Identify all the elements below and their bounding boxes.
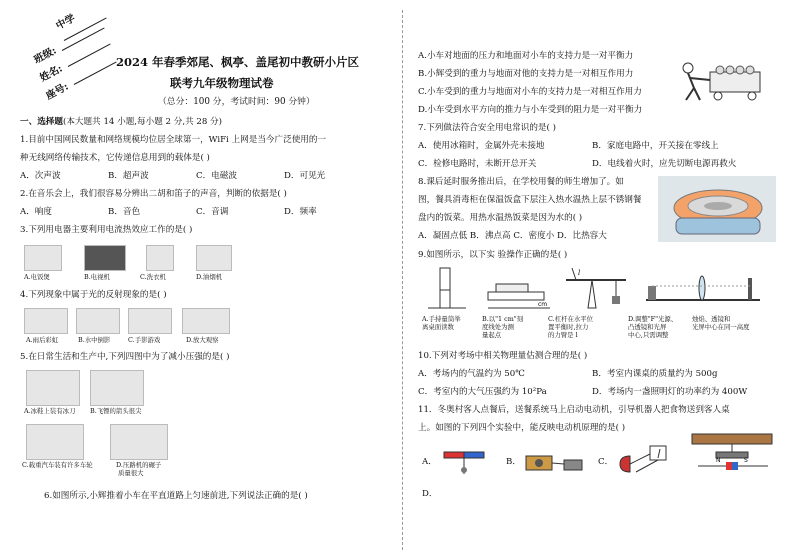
q9-caption-d-1: D.调整"F"光源、 bbox=[628, 315, 678, 323]
q8-options: A．凝固点低 B．沸点高 C．密度小 D．比热容大 bbox=[418, 231, 607, 241]
q9-caption-d-4: 烛焰、透镜和 bbox=[692, 315, 731, 323]
q4-caption-d: D.放大观察 bbox=[186, 336, 219, 344]
q9-caption-c-1: C.杠杆在水平位 bbox=[548, 315, 594, 323]
q6-option-c: C.小车受到的重力与地面对小车的支持力是一对相互作用力 bbox=[418, 87, 642, 97]
q9-caption-a-2: 离桌面读数 bbox=[422, 323, 454, 331]
seat-label: 座号: bbox=[44, 81, 71, 103]
television-image bbox=[84, 245, 126, 271]
q4-caption-a: A.雨后彩虹 bbox=[26, 336, 59, 344]
food-warmer-illustration bbox=[658, 176, 776, 242]
lab-operations-diagram bbox=[426, 266, 766, 312]
q5-stem: 5.在日常生活和生产中,下列四图中为了减小压强的是( ) bbox=[20, 352, 230, 362]
lever-arm-label: l bbox=[578, 269, 581, 277]
ruler-unit-label: cm bbox=[538, 301, 548, 308]
q3-caption-b: B.电视机 bbox=[84, 273, 110, 281]
truck-image bbox=[26, 424, 84, 460]
q10-option-a: A．考场内的气温约为 50℃ bbox=[418, 369, 525, 379]
galvanometer-apparatus bbox=[614, 444, 674, 478]
q1-stem-1: 1.目前中国网民数量和网络规模均位居全球第一，WiFi 上网是当今广泛使用的一 bbox=[20, 135, 327, 145]
q1-option-b: B．超声波 bbox=[108, 171, 149, 181]
q7-stem: 7.下列做法符合安全用电常识的是( ) bbox=[418, 123, 556, 133]
exam-title-line2: 联考九年级物理试卷 bbox=[170, 76, 274, 90]
q1-option-c: C．电磁波 bbox=[196, 171, 237, 181]
q4-caption-c: C.手影游戏 bbox=[128, 336, 161, 344]
q9-caption-c-2: 置平衡时,拉力 bbox=[548, 323, 589, 331]
q1-option-a: A．次声波 bbox=[20, 171, 61, 181]
q9-caption-b-2: 度线处为测 bbox=[482, 323, 514, 331]
q6-option-b: B.小辉受到的重力与地面对他的支持力是一对相互作用力 bbox=[418, 69, 634, 79]
q9-caption-d-2: 凸透镜和光屏 bbox=[628, 323, 667, 331]
q9-stem: 9.如图所示，以下实 验操作正确的是( ) bbox=[418, 250, 568, 260]
q5-caption-a: A.冰鞋上装有冰刀 bbox=[24, 407, 76, 415]
q9-caption-b-1: B.以"1 cm"刻 bbox=[482, 315, 524, 323]
q3-caption-a: A.电饭煲 bbox=[24, 273, 50, 281]
q1-stem-2: 种无线网络传输技术，它传递信息用到的载体是( ) bbox=[20, 153, 210, 163]
q8-stem-1: 8.课后延时服务推出后，在学校用餐的师生增加了。如 bbox=[418, 177, 624, 187]
push-cart-illustration bbox=[676, 60, 776, 102]
reflection-image bbox=[76, 308, 120, 334]
rice-cooker-image bbox=[24, 245, 62, 271]
motor-circuit-apparatus bbox=[522, 446, 588, 476]
q2-option-d: D．频率 bbox=[284, 207, 317, 217]
q11-option-d: D． bbox=[422, 489, 438, 499]
q8-stem-2: 图，餐具消毒柜在保温饭盒下层注入热水温热上层不锈钢餐 bbox=[418, 195, 642, 205]
q7-option-d: D．电线着火时，应先切断电源再救火 bbox=[592, 159, 737, 169]
q10-option-d: D．考场内一盏照明灯的功率约为 400W bbox=[592, 387, 748, 397]
magnifier-image bbox=[182, 308, 230, 334]
q1-option-d: D．可见光 bbox=[284, 171, 326, 181]
q2-option-a: A．响度 bbox=[20, 207, 52, 217]
exam-title-line1: 2024 年春季郊尾、枫亭、盖尾初中教研小片区 bbox=[116, 55, 360, 69]
name-underline bbox=[68, 44, 111, 67]
q11-stem-2: 上。如图的下列四个实验中，能反映电动机原理的是( ) bbox=[418, 423, 626, 433]
q10-stem: 10.下列对考场中相关物理量估测合理的是( ) bbox=[418, 351, 588, 361]
q2-option-c: C．音调 bbox=[196, 207, 229, 217]
q6-option-d: D.小车受到水平方向的推力与小车受到的阻力是一对平衡力 bbox=[418, 105, 643, 115]
q8-stem-3: 盘内的饭菜。用热水温热饭菜是因为水的( ) bbox=[418, 213, 583, 223]
q7-option-b: B．家庭电路中，开关接在零线上 bbox=[592, 141, 719, 151]
shadow-play-image bbox=[128, 308, 172, 334]
rainbow-image bbox=[24, 308, 68, 334]
seat-underline bbox=[74, 62, 117, 85]
q11-stem-1: 11．冬奥村客人点餐后，送餐系统马上启动电动机，引导机器人把食物送到客人桌 bbox=[418, 405, 730, 415]
q6-option-a: A.小车对地面的压力和地面对小车的支持力是一对平衡力 bbox=[418, 51, 634, 61]
q10-option-b: B．考室内课桌的质量约为 500g bbox=[592, 369, 718, 379]
ice-skate-image bbox=[26, 370, 80, 406]
q3-caption-c: C.洗衣机 bbox=[140, 273, 166, 281]
conductor-in-field-apparatus bbox=[688, 432, 778, 474]
q4-stem: 4.下列现象中属于光的反射现象的是( ) bbox=[20, 290, 167, 300]
q11-option-b: B． bbox=[506, 457, 521, 467]
q3-caption-d: D.油烟机 bbox=[196, 273, 223, 281]
q7-option-c: C．检修电路时，未断开总开关 bbox=[418, 159, 537, 169]
exam-meta: （总分：100 分，考试时间：90 分钟） bbox=[158, 97, 315, 107]
pole-n-label: N bbox=[716, 457, 721, 464]
q9-caption-b-3: 量起点 bbox=[482, 331, 502, 339]
range-hood-image bbox=[196, 245, 232, 271]
q9-caption-d-3: 中心,只需调整 bbox=[628, 331, 669, 339]
section1-heading: 一、选择题(本大题共 14 小题,每小题 2 分,共 28 分) bbox=[20, 117, 223, 127]
q7-option-a: A．使用冰箱时，金属外壳未接地 bbox=[418, 141, 545, 151]
q4-caption-b: B.水中倒影 bbox=[78, 336, 111, 344]
student-info-sidebar bbox=[4, 4, 104, 114]
q11-option-a: A． bbox=[422, 457, 437, 467]
q5-caption-c: C.载重汽车装有许多车轮 bbox=[22, 461, 93, 469]
name-label: 姓名: bbox=[38, 63, 65, 85]
q5-caption-d-2: 质量很大 bbox=[118, 469, 144, 477]
q2-stem: 2.在音乐会上，我们很容易分辨出二胡和笛子的声音，判断的依据是( ) bbox=[20, 189, 287, 199]
q9-caption-d-5: 光屏中心在同一高度 bbox=[692, 323, 750, 331]
q5-caption-b: B.飞镖的箭头很尖 bbox=[90, 407, 142, 415]
q2-option-b: B．音色 bbox=[108, 207, 141, 217]
q6-stem: 6.如图所示,小辉推着小车在平直道路上匀速前进,下列说法正确的是( ) bbox=[44, 491, 308, 501]
class-label: 班级: bbox=[32, 45, 59, 67]
pole-s-label: S bbox=[744, 457, 748, 464]
road-roller-image bbox=[110, 424, 168, 460]
column-divider bbox=[402, 10, 403, 550]
q11-option-c: C． bbox=[598, 457, 614, 467]
dart-image bbox=[90, 370, 144, 406]
q9-caption-c-3: 的力臂是 l bbox=[548, 331, 578, 339]
class-underline bbox=[62, 28, 105, 51]
school-label: 中学 bbox=[54, 13, 78, 33]
magnet-compass-apparatus bbox=[440, 448, 492, 476]
q9-caption-a-1: A.手持量筒举 bbox=[422, 315, 461, 323]
q10-option-c: C．考室内的大气压强约为 10²Pa bbox=[418, 387, 547, 397]
q3-stem: 3.下列用电器主要利用电流热效应工作的是( ) bbox=[20, 225, 193, 235]
q5-caption-d: D.压路机的碾子 bbox=[116, 461, 162, 469]
washing-machine-image bbox=[146, 245, 174, 271]
